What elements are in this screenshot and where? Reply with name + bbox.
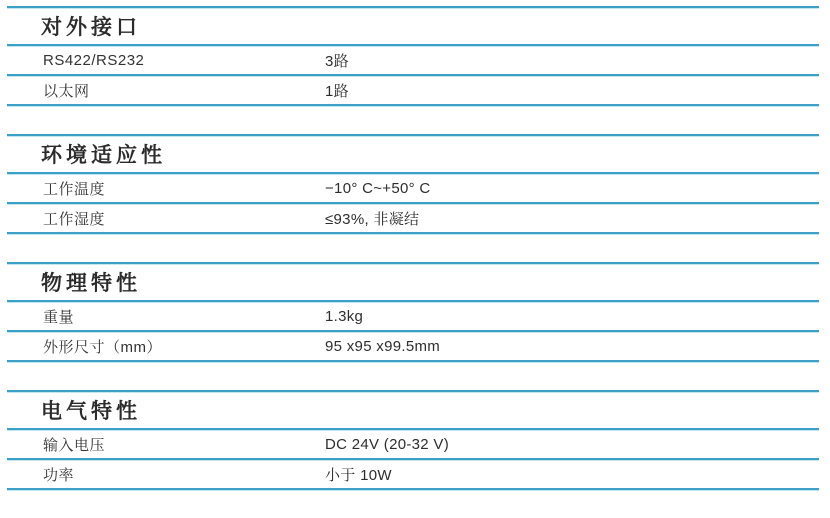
section-title: 对外接口 [41, 16, 141, 39]
section-bottom-divider [7, 104, 819, 106]
spec-value: ≤93%, 非凝结 [325, 210, 420, 228]
spec-value: 1路 [325, 82, 349, 100]
section-header [7, 392, 819, 428]
spec-sheet [7, 6, 819, 490]
spec-label: 重量 [43, 308, 75, 326]
table-row [7, 430, 819, 458]
section-electrical [7, 390, 819, 490]
spec-value: 小于 10W [325, 466, 392, 484]
spec-label: 外形尺寸（mm） [43, 338, 162, 356]
spec-value: DC 24V (20-32 V) [325, 435, 450, 453]
section-bottom-divider [7, 488, 819, 490]
spec-label: 输入电压 [43, 436, 106, 454]
section-header [7, 8, 819, 44]
section-external-interfaces [7, 6, 819, 106]
spec-label: RS422/RS232 [43, 51, 145, 69]
table-row [7, 174, 819, 202]
table-row [7, 460, 819, 488]
section-title: 物理特性 [41, 272, 141, 295]
section-bottom-divider [7, 232, 819, 234]
section-header [7, 136, 819, 172]
section-title: 环境适应性 [41, 144, 166, 167]
table-row [7, 46, 819, 74]
section-environmental [7, 134, 819, 234]
spec-label: 以太网 [43, 82, 90, 100]
table-row [7, 302, 819, 330]
spec-value: 95 x95 x99.5mm [325, 337, 441, 355]
spec-value: 3路 [325, 52, 349, 70]
section-physical [7, 262, 819, 362]
section-title: 电气特性 [41, 400, 141, 423]
section-header [7, 264, 819, 300]
spec-label: 工作湿度 [43, 210, 106, 228]
spec-value: −10° C~+50° C [325, 179, 431, 197]
section-bottom-divider [7, 360, 819, 362]
spec-label: 工作温度 [43, 180, 106, 198]
table-row [7, 76, 819, 104]
table-row [7, 204, 819, 232]
spec-label: 功率 [43, 466, 75, 484]
table-row [7, 332, 819, 360]
spec-value: 1.3kg [325, 307, 364, 325]
